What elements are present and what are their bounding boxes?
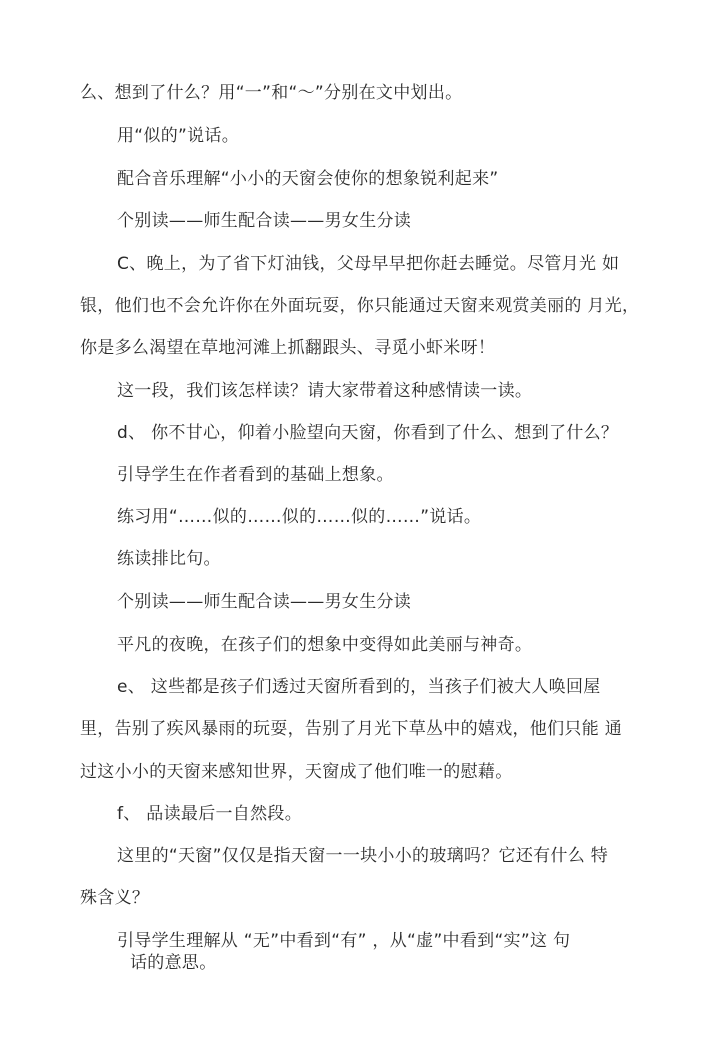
- text-line: 里，告别了疾风暴雨的玩耍，告别了月光下草丛中的嬉戏，他们只能 通: [80, 719, 623, 739]
- text-line: 个别读——师生配合读——男女生分读: [117, 211, 412, 231]
- text-line: C、晚上，为了省下灯油钱，父母早早把你赶去睡觉。尽管月光 如: [117, 254, 620, 274]
- text-line: 练习用“……似的……似的……似的……”说话。: [117, 507, 482, 527]
- text-line: 你是多么渴望在草地河滩上抓翻跟头、寻觅小虾米呀！: [80, 338, 496, 358]
- text-line: 引导学生在作者看到的基础上想象。: [117, 465, 394, 485]
- text-line: 银，他们也不会允许你在外面玩耍，你只能通过天窗来观赏美丽的 月光，: [80, 296, 640, 316]
- text-line: f、 品读最后一自然段。: [117, 804, 302, 824]
- text-line: 平凡的夜晚，在孩子们的想象中变得如此美丽与神奇。: [117, 635, 533, 655]
- text-line: 过这小小的天窗来感知世界，天窗成了他们唯一的慰藉。: [80, 762, 513, 782]
- text-line: e、 这些都是孩子们透过天窗所看到的，当孩子们被大人唤回屋: [117, 677, 601, 697]
- text-line: 个别读——师生配合读——男女生分读: [117, 592, 412, 612]
- text-line: 这一段，我们该怎样读？请大家带着这种感情读一读。: [117, 381, 533, 401]
- text-line: 这里的“天窗”仅仅是指天窗一一块小小的玻璃吗？它还有什么 特: [117, 846, 609, 866]
- text-line: 练读排比句。: [117, 549, 221, 569]
- text-line: d、 你不甘心，仰着小脸望向天窗，你看到了什么、想到了什么？: [117, 423, 619, 443]
- text-line: 话的意思。: [130, 953, 217, 973]
- text-line: 引导学生理解从 “无”中看到“有” ，从“虚”中看到“实”这 句: [117, 931, 571, 951]
- text-line: 用“似的”说话。: [117, 126, 240, 146]
- text-line: 配合音乐理解“小小的天窗会使你的想象锐利起来”: [117, 169, 499, 189]
- text-line: 么、想到了什么？用“一”和“～”分别在文中划出。: [80, 83, 463, 103]
- text-line: 殊含义？: [80, 888, 150, 908]
